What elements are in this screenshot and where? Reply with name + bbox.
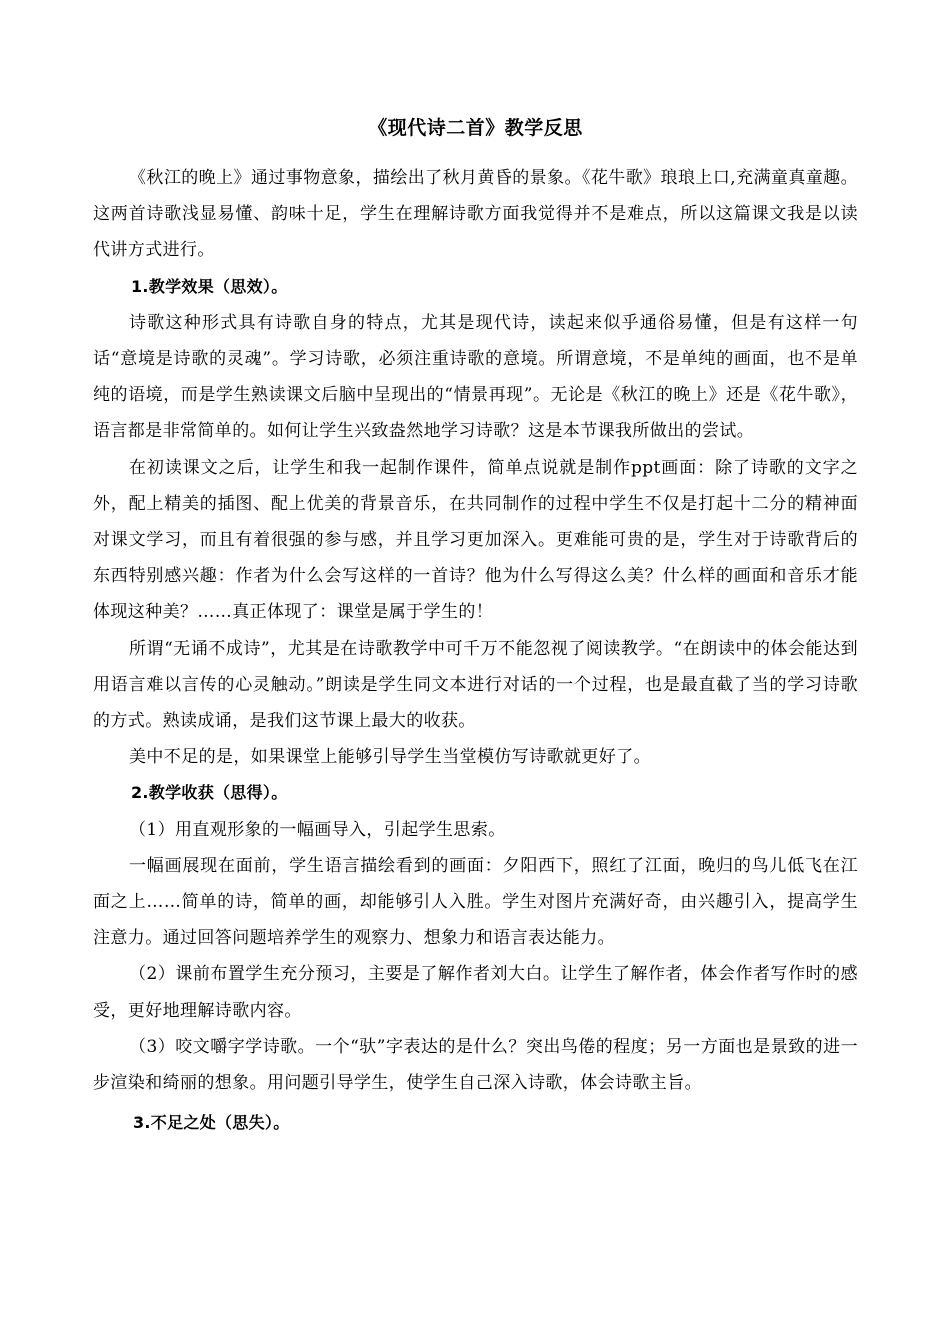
section-2-paragraph-1: 一幅画展现在面前，学生语言描绘看到的画面：夕阳西下，照红了江面，晚归的鸟儿低飞在江面之上……简单的诗，简单的画，却能够引人入胜。学生对图片充满好奇，由兴趣引入，提高学生注意力。通过回答问题培养学生的观察力、想象力和语言表达能力。 [93, 855, 858, 949]
section-2-item-3: （3）咬文嚼字学诗歌。一个“驮”字表达的是什么？突出鸟倦的程度；另一方面也是景致的进一步渲染和绮丽的想象。用问题引导学生，使学生自己深入诗歌，体会诗歌主旨。 [93, 1036, 858, 1094]
section-2-item-2: （2）课前布置学生充分预习，主要是了解作者刘大白。让学生了解作者，体会作者写作时的感受，更好地理解诗歌内容。 [93, 964, 858, 1021]
section-1-paragraph-1: 诗歌这种形式具有诗歌自身的特点，尤其是现代诗，读起来似乎通俗易懂，但是有这样一句话“意境是诗歌的灵魂”。学习诗歌，必须注重诗歌的意境。所谓意境，不是单纯的画面，也不是单纯的语境，而是学生熟读课文后脑中呈现出的“情景再现”。无论是《秋江的晚上》还是《花牛歌》，语言都是非常简单的。如何让学生兴致盎然地学习诗歌？这是本节课我所做出的尝试。 [93, 312, 858, 442]
section-1-heading: 1.教学效果（思效）。 [131, 276, 288, 296]
section-1-paragraph-3: 所谓“无诵不成诗”，尤其是在诗歌教学中可千万不能忽视了阅读教学。“在朗读中的体会能达到用语言难以言传的心灵触动。”朗读是学生同文本进行对话的一个过程，也是最直截了当的学习诗歌的方式。熟读成诵，是我们这节课上最大的收获。 [93, 638, 858, 732]
document-title: 《现代诗二首》教学反思 [368, 117, 583, 139]
section-2-item-1: （1）用直观形象的一幅画导入，引起学生思索。 [129, 819, 506, 840]
section-2-heading: 2.教学收获（思得）。 [131, 783, 288, 803]
intro-paragraph: 《秋江的晚上》通过事物意象，描绘出了秋月黄昏的景象。《花牛歌》琅琅上口,充满童真童趣。这两首诗歌浅显易懂、韵味十足，学生在理解诗歌方面我觉得并不是难点，所以这篇课文我是以读代讲方式进行。 [93, 168, 858, 261]
section-1-paragraph-4: 美中不足的是，如果课堂上能够引导学生当堂模仿写诗歌就更好了。 [129, 747, 651, 768]
section-1-paragraph-2: 在初读课文之后，让学生和我一起制作课件，简单点说就是制作ppt画面：除了诗歌的文字之外，配上精美的插图、配上优美的背景音乐，在共同制作的过程中学生不仅是打起十二分的精神面对课文学习，而且有着很强的参与感，并且学习更加深入。更难能可贵的是，学生对于诗歌背后的东西特别感兴趣：作者为什么会写这样的一首诗？他为什么写得这么美？什么样的画面和音乐才能体现这种美？……真正体现了：课堂是属于学生的！ [93, 457, 858, 623]
document-page [93, 108, 858, 1141]
section-3-heading: 3.不足之处（思失）。 [133, 1113, 290, 1133]
